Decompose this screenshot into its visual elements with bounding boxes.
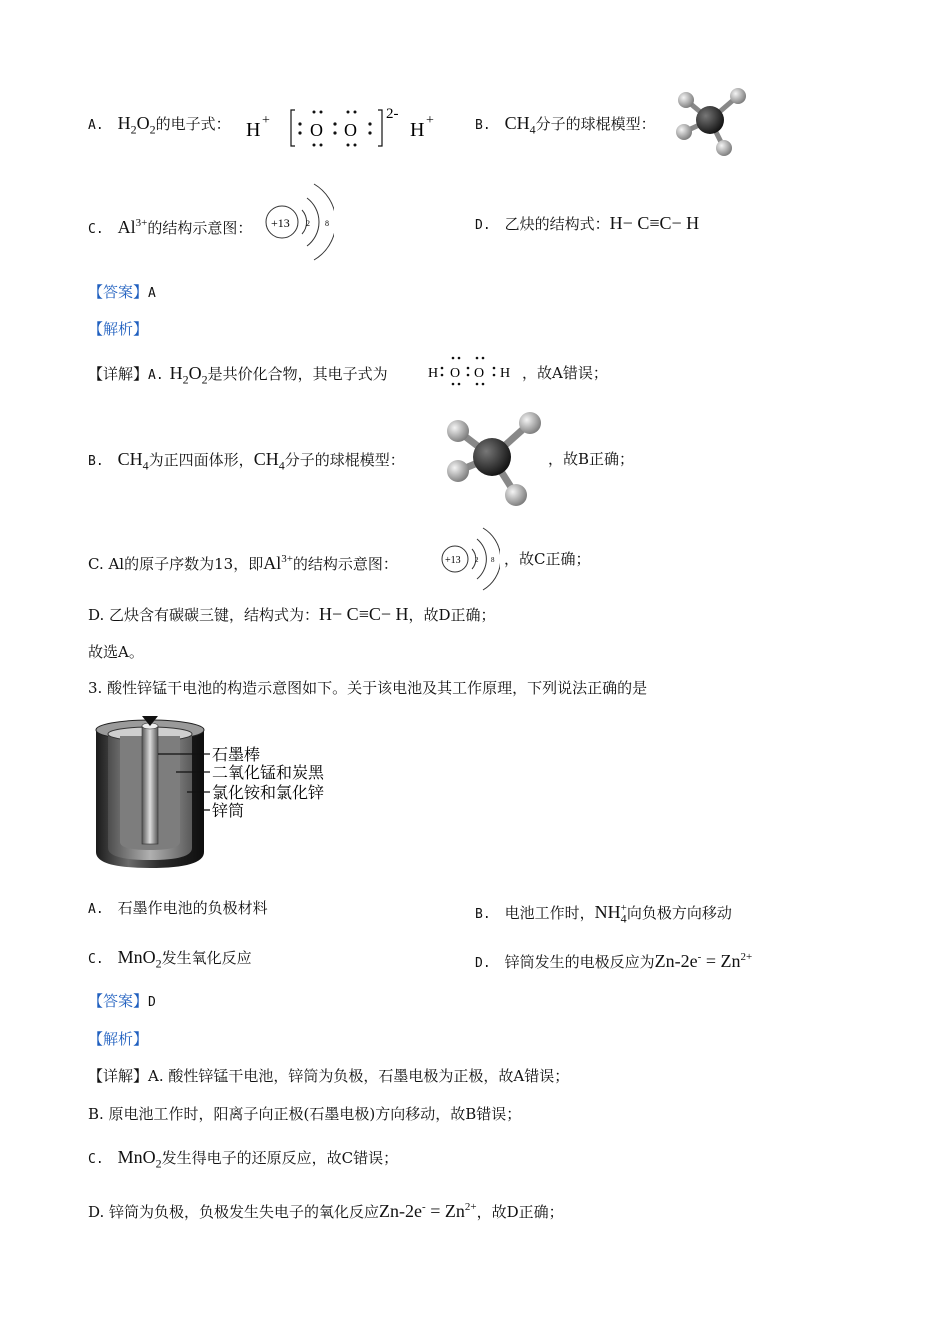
ch4-formula: $CH_4$: [504, 113, 536, 137]
q2-option-a: A. $H_2O_2$的电子式：: [88, 113, 231, 137]
svg-text:2: 2: [306, 219, 310, 228]
svg-text:O: O: [474, 366, 485, 381]
q3-detail-c: C. MnO$_2$发生得电子的还原反应，故C错误；: [88, 1147, 399, 1171]
q3-stem: 3. 酸性锌锰干电池的构造示意图如下。关于该电池及其工作原理，下列说法正确的是: [88, 679, 648, 697]
al-ion-structure-diagram: [262, 180, 334, 264]
svg-text:O: O: [344, 120, 357, 140]
q2-detail-a: 【详解】A. $H_2O_2$是共价化合物，其电子式为: [88, 363, 388, 387]
battery-label-mno2-carbon: 二氧化锰和炭黑: [212, 763, 325, 782]
svg-text:2-: 2-: [386, 106, 399, 122]
al-ion-structure-diagram-detail: [438, 524, 500, 594]
battery-label-graphite-rod: 石墨棒: [212, 745, 261, 764]
svg-text:O: O: [450, 366, 461, 381]
zn-electrode-equation: $Zn-2e^- = Zn^{2+}$: [654, 951, 753, 971]
battery-label-nh4cl-zncl2: 氯化铵和氯化锌: [212, 783, 325, 802]
q2-detail-b-end: ，故B正确；: [548, 450, 635, 468]
q2-detail-a-end: ，故A错误；: [522, 364, 608, 382]
svg-text:+13: +13: [445, 555, 461, 566]
svg-text:8: 8: [325, 219, 329, 228]
ch4-ball-stick-model-detail: [440, 405, 550, 509]
q2-answer: 【答案】A: [88, 283, 156, 301]
q2-option-d: D. 乙炔的结构式：H− C≡C− H: [475, 213, 700, 233]
q3-detail-d: D. 锌筒为负极，负极发生失电子的氧化反应$Zn-2e^- = Zn^{2+}$，故D正确；: [88, 1201, 564, 1221]
nh4-ion: $NH_4^+$: [594, 902, 627, 926]
q3-option-d: D. 锌筒发生的电极反应为$Zn-2e^- = Zn^{2+}$: [475, 951, 753, 971]
q3-detail-a: 【详解】A. 酸性锌锰干电池，锌筒为负极，石墨电极为正极，故A错误；: [88, 1067, 570, 1085]
svg-text:H: H: [428, 366, 439, 381]
q3-answer: 【答案】D: [88, 992, 156, 1010]
battery-label-zinc-can: 锌筒: [212, 801, 245, 820]
svg-text:H: H: [410, 119, 425, 141]
q3-detail-b: B. 原电池工作时，阳离子向正极(石墨电极)方向移动，故B错误；: [88, 1105, 522, 1123]
acetylene-formula: H− C≡C− H: [609, 213, 700, 233]
svg-text:2: 2: [475, 556, 479, 564]
q3-option-a: A. 石墨作电池的负极材料: [88, 899, 268, 917]
h2o2-wrong-electron-formula: [240, 96, 440, 156]
q2-analysis-heading: 【解析】: [88, 320, 149, 338]
dry-battery-diagram: [92, 712, 342, 872]
svg-text:O: O: [310, 120, 323, 140]
svg-text:+: +: [262, 113, 270, 128]
q2-option-c: C. $Al^{3+}$的结构示意图：: [88, 217, 253, 237]
q2-detail-c-end: ，故C正确；: [504, 550, 591, 568]
h2o2-formula: $H_2O_2$: [117, 113, 156, 137]
svg-text:+: +: [426, 113, 434, 128]
svg-text:8: 8: [491, 556, 495, 564]
q2-detail-b: B. $CH_4$为正四面体形，$CH_4$分子的球棍模型：: [88, 449, 405, 473]
q2-detail-c: C. Al的原子序数为13，即$Al^{3+}$的结构示意图：: [88, 553, 398, 573]
svg-text:H: H: [500, 366, 511, 381]
q3-option-b: B. 电池工作时，$NH_4^+$向负极方向移动: [475, 902, 732, 926]
q3-analysis-heading: 【解析】: [88, 1030, 149, 1048]
q2-conclusion: 故选A。: [88, 643, 144, 661]
q3-option-c: C. MnO$_2$发生氧化反应: [88, 947, 252, 971]
q2-option-b: B. $CH_4$分子的球棍模型：: [475, 113, 656, 137]
e-h-left: H: [246, 119, 261, 141]
q2-detail-d: D. 乙炔含有碳碳三键，结构式为：H− C≡C− H，故D正确；: [88, 604, 496, 624]
h2o2-correct-electron-formula: [428, 354, 520, 388]
al-ion: $Al^{3+}$: [117, 217, 148, 237]
svg-text:+13: +13: [271, 216, 290, 230]
ch4-ball-stick-model: [672, 86, 752, 160]
